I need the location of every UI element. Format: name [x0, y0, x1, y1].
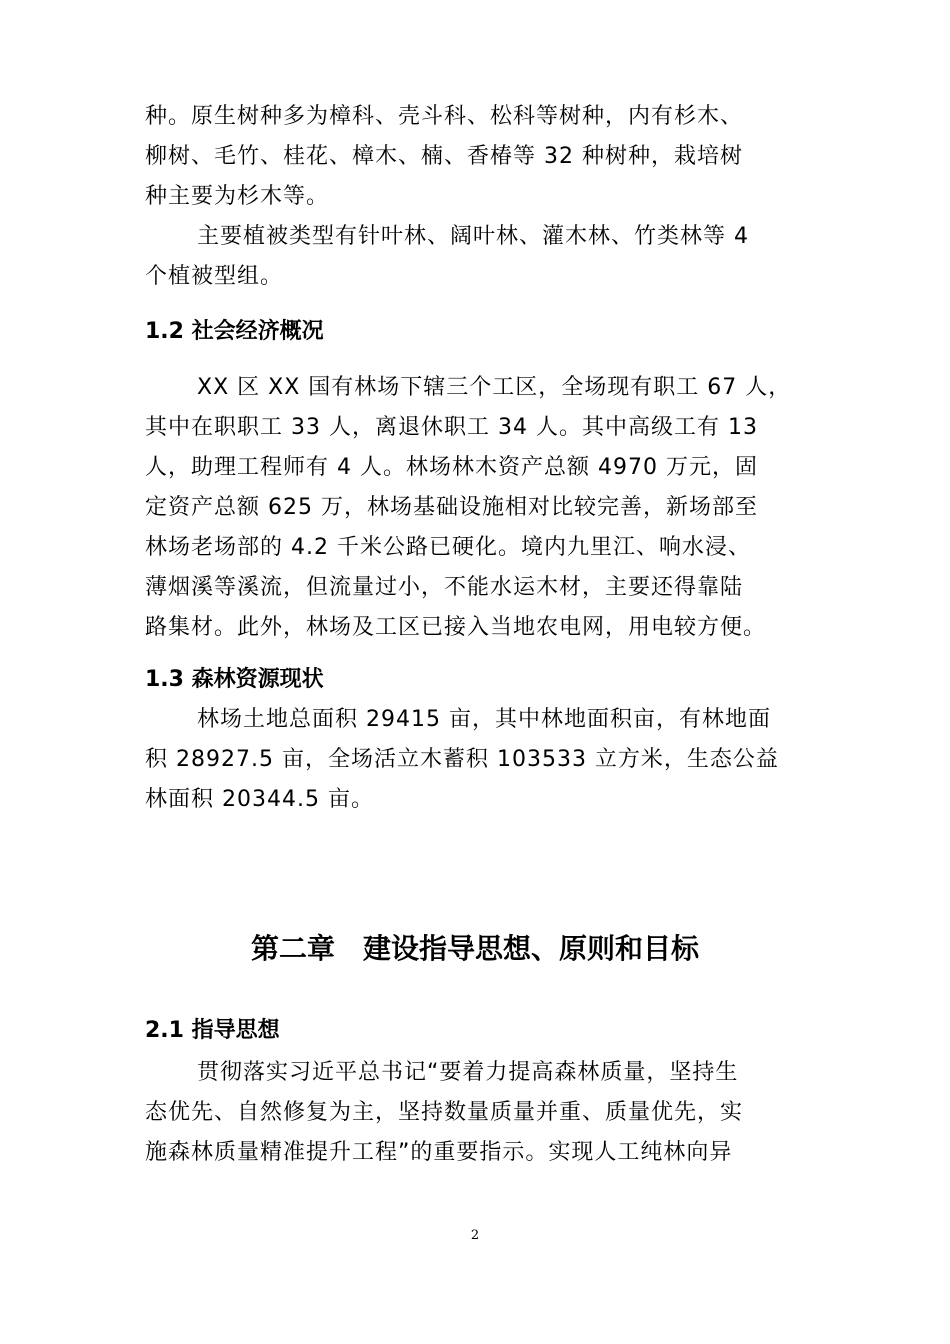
paragraph-line: 薄烟溪等溪流，但流量过小，不能水运木材，主要还得靠陆 [145, 575, 744, 600]
chapter-title: 第二章 建设指导思想、原则和目标 [250, 932, 699, 965]
page-number: 2 [470, 1228, 480, 1243]
paragraph-line: 个植被型组。 [145, 264, 284, 289]
section-heading-1-2: 1.2 社会经济概况 [145, 319, 324, 344]
paragraph-line: 种主要为杉木等。 [145, 184, 330, 209]
paragraph-line: 人，助理工程师有 4 人。林场林木资产总额 4970 万元，固 [145, 455, 758, 480]
paragraph-line: 态优先、自然修复为主，坚持数量质量并重、质量优先，实 [145, 1100, 744, 1125]
paragraph-line: 林场土地总面积 29415 亩，其中林地面积亩，有林地面 [197, 707, 771, 732]
paragraph-line: 施森林质量精准提升工程”的重要指示。实现人工纯林向异 [145, 1140, 733, 1165]
paragraph-line: XX 区 XX 国有林场下辖三个工区，全场现有职工 67 人， [197, 375, 792, 400]
paragraph-line: 定资产总额 625 万，林场基础设施相对比较完善，新场部至 [145, 495, 758, 520]
section-heading-2-1: 2.1 指导思想 [145, 1018, 280, 1043]
paragraph-line: 积 28927.5 亩，全场活立木蓄积 103533 立方米，生态公益 [145, 747, 779, 772]
paragraph-line: 林面积 20344.5 亩。 [145, 787, 374, 812]
paragraph-line: 主要植被类型有针叶林、阔叶林、灌木林、竹类林等 4 [197, 224, 749, 249]
paragraph-line: 贯彻落实习近平总书记“要着力提高森林质量，坚持生 [197, 1060, 739, 1085]
paragraph-line: 种。原生树种多为樟科、壳斗科、松科等树种，内有杉木、 [145, 104, 744, 129]
paragraph-line: 林场老场部的 4.2 千米公路已硬化。境内九里江、响水浸、 [145, 535, 751, 560]
paragraph-line: 路集材。此外，林场及工区已接入当地农电网，用电较方便。 [145, 615, 767, 640]
section-heading-1-3: 1.3 森林资源现状 [145, 667, 324, 692]
paragraph-line: 其中在职职工 33 人，离退休职工 34 人。其中高级工有 13 [145, 415, 758, 440]
paragraph-line: 柳树、毛竹、桂花、樟木、楠、香椿等 32 种树种，栽培树 [145, 144, 743, 169]
